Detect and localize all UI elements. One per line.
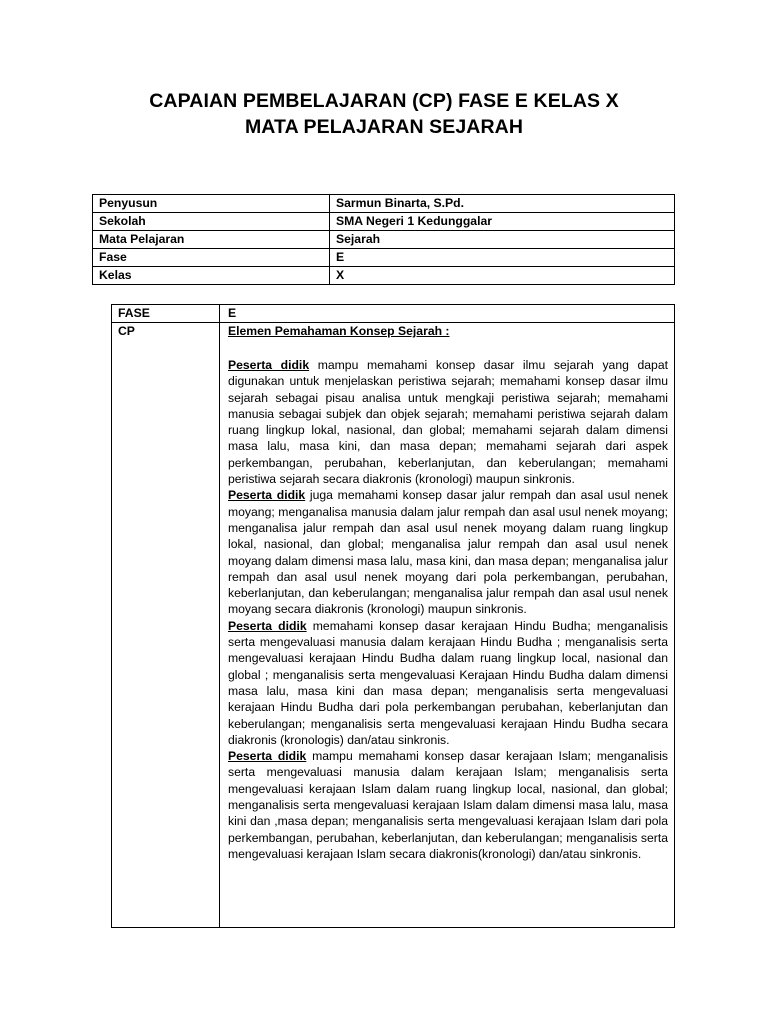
paragraph-text: mampu memahami konsep dasar ilmu sejarah yang dapat digunakan untuk menjelaskan peristiwa sejarah; memahami konsep dasar ilmu sejarah sebagai pisau analisa untuk mengkaji peristiwa sejarah; memahami manusia sebagai subjek dan objek sejarah; memahami peristiwa sejarah dalam ruang lingkup lokal, nasional, dan global; memahami sejarah dalam dimensi masa lalu, masa kini, dan masa depan; memahami sejarah dari aspek perkembangan, perubahan, keberlanjutan, dan keberulangan; memahami peristiwa sejarah secara diakronis (kronologi) maupun sinkronis. [228,358,668,487]
fase-value: E [220,305,675,323]
cp-fase-row [112,305,675,323]
paragraph-text: memahami konsep dasar kerajaan Hindu Budha; menganalisis serta mengevaluasi manusia dalam kerajaan Hindu Budha ; menganalisis serta mengevaluasi kerajaan Hindu Budha dalam ruang lingkup local, nasional dan global ; menganalisis serta mengevaluasi Kerajaan Hindu Budha dalam dimensi masa lalu, masa kini dan masa depan; menganalisis serta mengevaluasi kerajaan Hindu Budha dari pola perkembangan perubahan, keberlanjutan dan keberulangan; menganalisis serta mengevaluasi kerajaan Hindu Budha secara diakronis (kronologis) dan/atau sinkronis. [228,618,668,747]
subject-label: Peserta didik [228,749,307,764]
info-table [92,194,675,285]
cp-label: CP [112,323,220,928]
info-row-fase [93,249,675,267]
cp-table [111,304,675,928]
info-value: SMA Negeri 1 Kedunggalar [330,213,675,231]
document-title: CAPAIAN PEMBELAJARAN (CP) FASE E KELAS X [149,90,619,112]
info-value: E [330,249,675,267]
info-label: Fase [93,249,330,267]
document-subtitle: MATA PELAJARAN SEJARAH [244,116,524,138]
info-row-penyusun [93,195,675,213]
info-label: Kelas [93,267,330,285]
info-label: Mata Pelajaran [93,231,330,249]
subject-label: Peserta didik [228,358,310,372]
info-row-sekolah [93,213,675,231]
subject-label: Peserta didik [228,488,306,503]
spacer [228,340,668,357]
info-value: Sarmun Binarta, S.Pd. [330,195,675,213]
paragraph-text: mampu memahami konsep dasar kerajaan Islam; menganalisis serta mengevaluasi manusia dalam kerajaan Islam; menganalisis serta mengevaluasi kerajaan Islam dalam ruang lingkup local, nasional, dan global; menganalisis serta mengevaluasi kerajaan Islam dalam dimensi masa lalu, masa kini dan ,masa depan; menganalisis serta mengevaluasi kerajaan Islam dari pola perkembangan, perubahan, keberlanjutan, dan keberulangan; menganalisis serta mengevaluasi kerajaan Islam secara diakronis(kronologi) dan/atau sinkronis. [228,749,668,861]
info-value: X [330,267,675,285]
cp-content-row [112,323,675,928]
info-row-mata-pelajaran [93,231,675,249]
cp-paragraph [228,748,668,862]
info-value: Sejarah [330,231,675,249]
info-row-kelas [93,267,675,285]
fase-label: FASE [112,305,220,323]
info-label: Sekolah [93,213,330,231]
cp-paragraph [228,357,668,487]
elemen-heading: Elemen Pemahaman Konsep Sejarah : [228,324,450,338]
cp-paragraph [228,487,668,617]
info-label: Penyusun [93,195,330,213]
paragraph-text: juga memahami konsep dasar jalur rempah dan asal usul nenek moyang; menganalisa manusia dalam jalur rempah dan asal usul nenek moyang; menganalisa jalur rempah dan asal usul nenek moyang dalam ruang lingkup lokal, nasional, dan global; menganalisa jalur rempah dan asal usul nenek moyang dalam dimensi masa lalu, masa kini, dan masa depan; menganalisa jalur rempah dan asal usul nenek moyang dari pola perkembangan, perubahan, keberlanjutan, dan keberulangan; menganalisa jalur rempah dan asal usul nenek moyang secara diakronis (kronologi) maupun sinkronis. [228,488,669,617]
cp-content [220,323,675,928]
cp-paragraph [228,618,668,748]
subject-label: Peserta didik [228,618,307,633]
